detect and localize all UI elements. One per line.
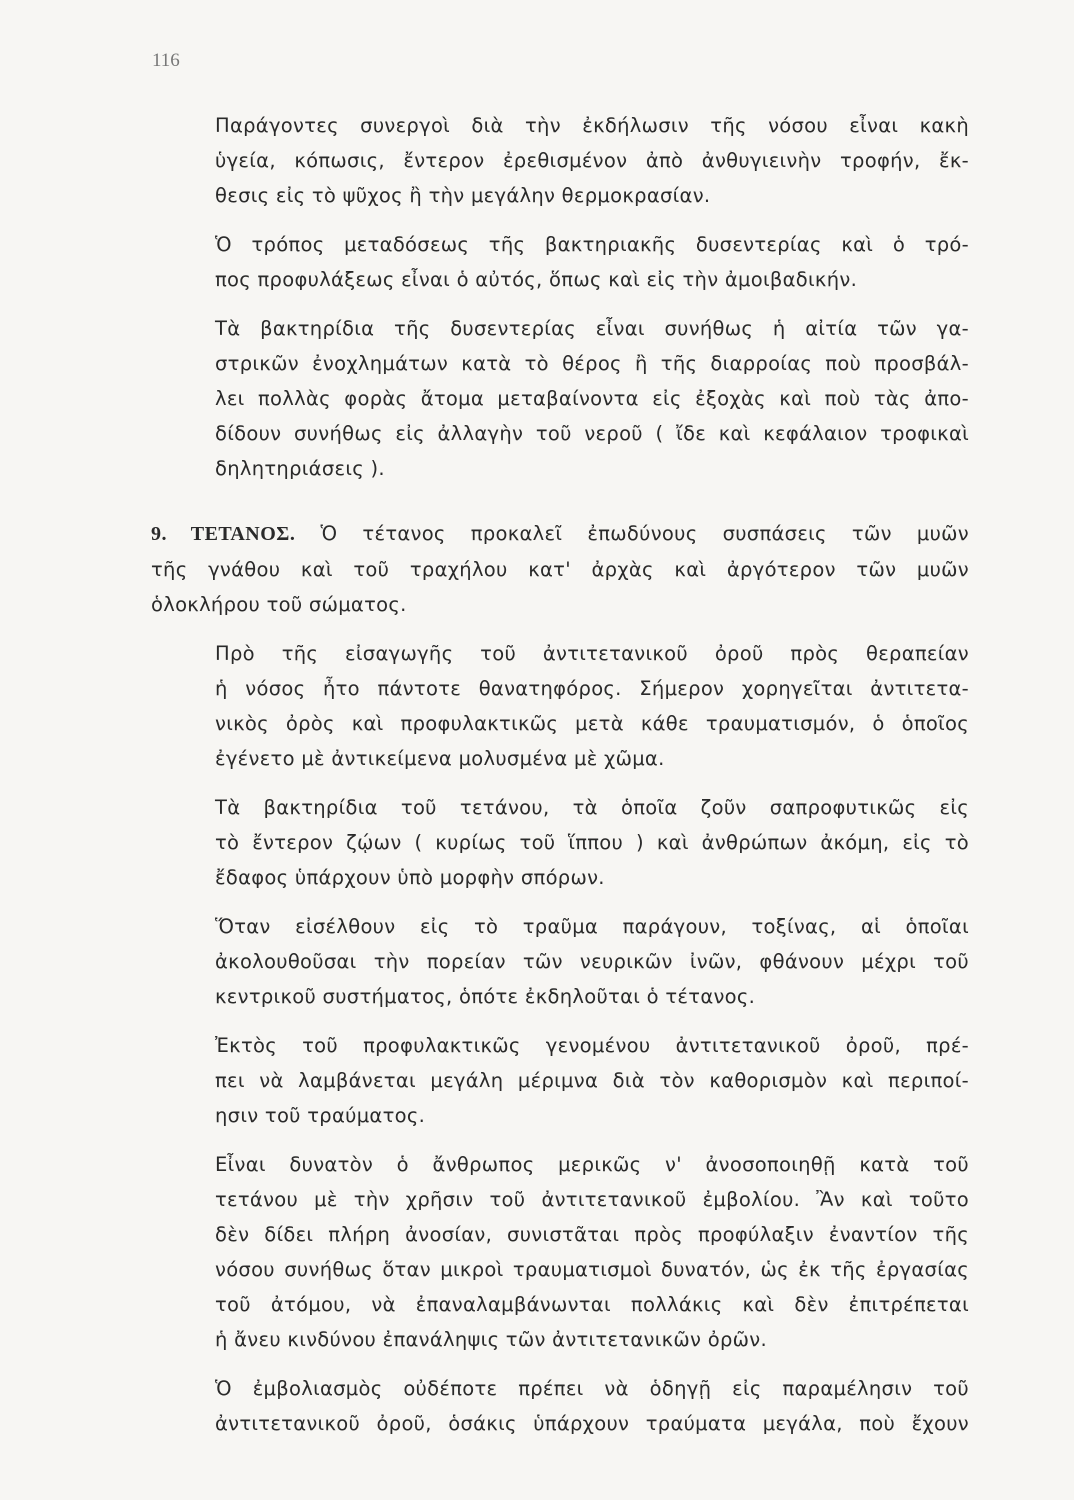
page-number: 116 <box>152 50 180 71</box>
text-line: ἀκολουθοῦσαι τὴν πορείαν τῶν νευρικῶν ἰνῶν, φθάνουν μέχρι τοῦ <box>215 950 969 973</box>
text-line: κεντρικοῦ συστήματος, ὁπότε ἐκδηλοῦται ὁ τέτανος. <box>215 985 756 1008</box>
paragraph-tetanus-bacteria <box>151 790 969 895</box>
text-line: ησιν τοῦ τραύματος. <box>215 1104 426 1127</box>
paragraph-antitetanus-serum <box>151 636 969 776</box>
text-line: δηλητηριάσεις ). <box>215 457 385 480</box>
text-line: Εἶναι δυνατὸν ὁ ἄνθρωπος μερικῶς ν' ἀνοσοποιηθῇ κατὰ τοῦ <box>215 1153 969 1176</box>
text-line: ἡ ἄνευ κινδύνου ἐπανάληψις τῶν ἀντιτετανικῶν ὀρῶν. <box>215 1328 767 1351</box>
text-line: Ἐκτὸς τοῦ προφυλακτικῶς γενομένου ἀντιτετανικοῦ ὀροῦ, πρέ- <box>215 1034 969 1057</box>
text-line: πος προφυλάξεως εἶναι ὁ αὐτός, ὅπως καὶ εἰς τὴν ἀμοιβαδικήν. <box>215 268 858 291</box>
text-line: λει πολλὰς φορὰς ἄτομα μεταβαίνοντα εἰς ἐξοχὰς καὶ ποὺ τὰς ἀπο- <box>215 387 969 410</box>
paragraph-contributing-factors <box>151 108 969 213</box>
text-line: νικὸς ὀρὸς καὶ προφυλακτικῶς μετὰ κάθε τραυματισμόν, ὁ ὁποῖος <box>215 712 969 735</box>
text-line: νόσου συνήθως ὅταν μικροὶ τραυματισμοὶ δυνατόν, ὡς ἐκ τῆς ἐργασίας <box>215 1258 969 1281</box>
text-line: ἡ νόσος ἦτο πάντοτε θανατηφόρος. Σήμερον χορηγεῖται ἀντιτετα- <box>215 677 969 700</box>
text-line: Τὰ βακτηρίδια τῆς δυσεντερίας εἶναι συνήθως ἡ αἰτία τῶν γα- <box>215 317 969 340</box>
paragraph-vaccination-note <box>151 1371 969 1441</box>
text-line: Πρὸ τῆς εἰσαγωγῆς τοῦ ἀντιτετανικοῦ ὀροῦ πρὸς θεραπείαν <box>215 642 969 665</box>
text-line: τοῦ ἀτόμου, νὰ ἐπαναλαμβάνωνται πολλάκις καὶ δὲν ἐπιτρέπεται <box>215 1293 969 1316</box>
paragraph-toxins <box>151 909 969 1014</box>
text-line: θεσις εἰς τὸ ψῦχος ἢ τὴν μεγάλην θερμοκρασίαν. <box>215 184 711 207</box>
text-line: Ὁ τρόπος μεταδόσεως τῆς βακτηριακῆς δυσεντερίας καὶ ὁ τρό- <box>215 233 969 256</box>
text-line: Τὰ βακτηρίδια τοῦ τετάνου, τὰ ὁποῖα ζοῦν σαπροφυτικῶς εἰς <box>215 796 969 819</box>
text-line: ἔδαφος ὑπάρχουν ὑπὸ μορφὴν σπόρων. <box>215 866 605 889</box>
section-tetanus-intro <box>151 516 969 622</box>
text-line: ἀντιτετανικοῦ ὀροῦ, ὁσάκις ὑπάρχουν τραύματα μεγάλα, ποὺ ἔχουν <box>215 1412 969 1435</box>
text-line: Ὁ ἐμβολιασμὸς οὐδέποτε πρέπει νὰ ὁδηγῇ εἰς παραμέλησιν τοῦ <box>215 1377 969 1400</box>
section-heading: 9. ΤΕΤΑΝΟΣ. <box>151 523 296 545</box>
text-line: Ὅταν εἰσέλθουν εἰς τὸ τραῦμα παράγουν, τοξίνας, αἱ ὁποῖαι <box>215 915 969 938</box>
text-line: δὲν δίδει πλήρη ἀνοσίαν, συνιστᾶται πρὸς προφύλαξιν ἐναντίον τῆς <box>215 1223 969 1246</box>
text-line: Παράγοντες συνεργοὶ διὰ τὴν ἐκδήλωσιν τῆς νόσου εἶναι κακὴ <box>215 114 969 137</box>
text-line: ὑγεία, κόπωσις, ἔντερον ἐρεθισμένον ἀπὸ ἀνθυγιεινὴν τροφήν, ἔκ- <box>215 149 969 172</box>
text-line: τὸ ἔντερον ζῴων ( κυρίως τοῦ ἵππου ) καὶ ἀνθρώπων ἀκόμη, εἰς τὸ <box>215 831 969 854</box>
page-body <box>151 108 969 1455</box>
text-line <box>151 516 969 552</box>
text-line: τῆς γνάθου καὶ τοῦ τραχήλου κατ' ἀρχὰς καὶ ἀργότερον τῶν μυῶν <box>151 558 969 581</box>
text-line: τετάνου μὲ τὴν χρῆσιν τοῦ ἀντιτετανικοῦ ἐμβολίου. Ἂν καὶ τοῦτο <box>215 1188 969 1211</box>
text-line-body: Ὁ τέτανος προκαλεῖ ἐπωδύνους συσπάσεις τῶν μυῶν <box>320 522 970 545</box>
text-line: πει νὰ λαμβάνεται μεγάλη μέριμνα διὰ τὸν καθορισμὸν καὶ περιποί- <box>215 1069 969 1092</box>
paragraph-wound-care <box>151 1028 969 1133</box>
paragraph-vaccine <box>151 1147 969 1357</box>
text-line: δίδουν συνήθως εἰς ἀλλαγὴν τοῦ νεροῦ ( ἴδε καὶ κεφάλαιον τροφικαὶ <box>215 422 969 445</box>
text-line: ὁλοκλήρου τοῦ σώματος. <box>151 593 407 616</box>
paragraph-transmission <box>151 227 969 297</box>
text-line: ἐγένετο μὲ ἀντικείμενα μολυσμένα μὲ χῶμα. <box>215 747 665 770</box>
paragraph-dysentery-bacteria <box>151 311 969 486</box>
text-line: στρικῶν ἐνοχλημάτων κατὰ τὸ θέρος ἢ τῆς διαρροίας ποὺ προσβάλ- <box>215 352 969 375</box>
